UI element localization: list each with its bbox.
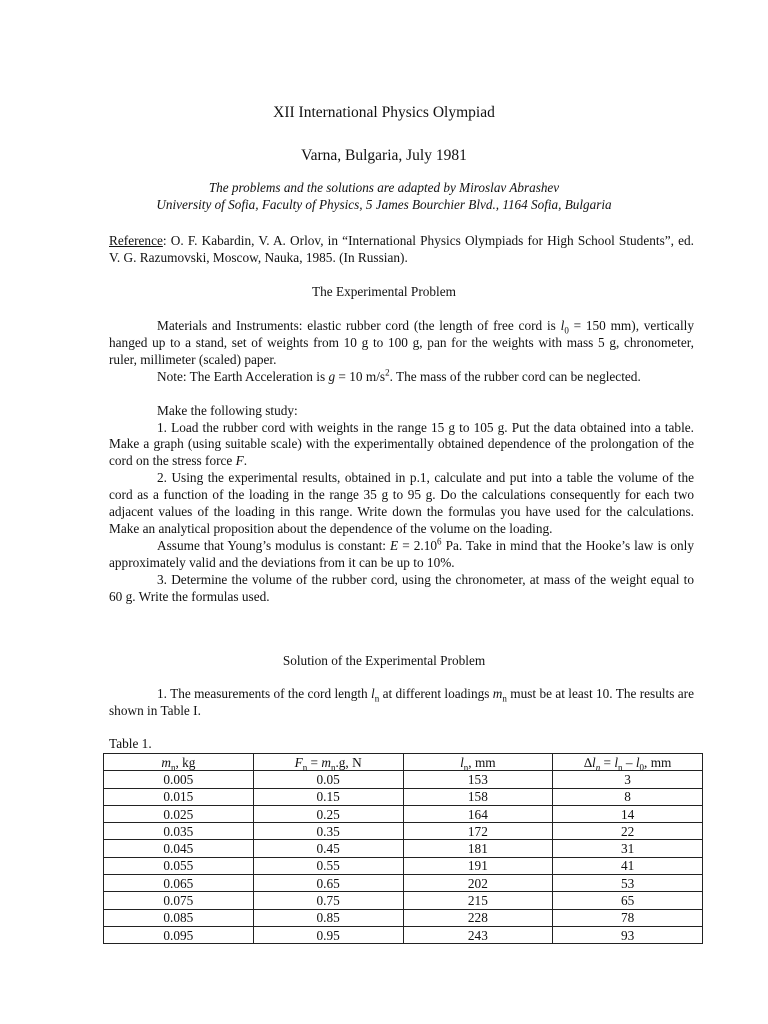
cell: 0.65 — [253, 875, 403, 892]
cell: 22 — [553, 823, 703, 840]
cell: 41 — [553, 857, 703, 874]
table-row — [104, 788, 703, 805]
cell: 0.15 — [253, 788, 403, 805]
cell: 0.005 — [104, 771, 254, 788]
table-row — [104, 823, 703, 840]
table-header-row — [104, 754, 703, 771]
table-row — [104, 805, 703, 822]
reference-text: : O. F. Kabardin, V. A. Orlov, in “International Physics Olympiads for High School Students”, ed. V. G. Razumovski, Moscow, Nauka, 1985. (In Russian). — [109, 233, 694, 265]
credits-line-1: The problems and the solutions are adapted by Miroslav Abrashev — [208, 180, 560, 195]
table-row — [104, 875, 703, 892]
study-intro: Make the following study: — [157, 402, 298, 418]
study-item-1: 1. Load the rubber cord with weights in the range 15 g to 105 g. Put the data obtained into a table. Make a graph (using suitable scale) with the experimentally obtained dependence of the prolongation of the cord on the stress force F. — [109, 419, 694, 469]
cell: 164 — [403, 805, 553, 822]
cell: 202 — [403, 875, 553, 892]
study-item-3: 3. Determine the volume of the rubber cord, using the chronometer, at mass of the weight equal to 60 g. Write the formulas used. — [109, 571, 694, 604]
study-item-2: 2. Using the experimental results, obtained in p.1, calculate and put into a table the volume of the cord as a function of the loading in the range 35 g to 95 g. Do the calculations consequently for each two adjacent values of the loading in this range. Write down the formulas you have used for the calculations. Make an analytical proposition about the dependence of the volume on the loading. — [109, 470, 694, 536]
problem-body — [109, 318, 694, 606]
cell: 0.75 — [253, 892, 403, 909]
credits-line-2: University of Sofia, Faculty of Physics, 5 James Bourchier Blvd., 1164 Sofia, Bulgaria — [156, 197, 612, 212]
cell: 78 — [553, 909, 703, 926]
cell: 65 — [553, 892, 703, 909]
cell: 3 — [553, 771, 703, 788]
cell: 0.055 — [104, 857, 254, 874]
cell: 0.035 — [104, 823, 254, 840]
cell: 0.015 — [104, 788, 254, 805]
experimental-problem-heading: The Experimental Problem — [311, 284, 456, 299]
cell: 31 — [553, 840, 703, 857]
header-force: $F_n = m_n.g$, N — [253, 754, 403, 771]
cell: 0.35 — [253, 823, 403, 840]
cell: 0.075 — [104, 892, 254, 909]
header-mass: $m_n$, kg — [104, 754, 254, 771]
cell: 0.025 — [104, 805, 254, 822]
cell: 0.85 — [253, 909, 403, 926]
cell: 0.065 — [104, 875, 254, 892]
cell: 243 — [403, 926, 553, 943]
cell: 0.95 — [253, 926, 403, 943]
cell: 53 — [553, 875, 703, 892]
cell: 0.45 — [253, 840, 403, 857]
table-row — [104, 771, 703, 788]
olympiad-location: Varna, Bulgaria, July 1981 — [301, 147, 467, 164]
solution-paragraph-1: 1. The measurements of the cord length $l_n$ at different loadings $m_n$ must be at least 10. The results are shown in Table I. — [109, 686, 694, 718]
cell: 0.085 — [104, 909, 254, 926]
cell: 172 — [403, 823, 553, 840]
cell: 181 — [403, 840, 553, 857]
table-row — [104, 857, 703, 874]
cell: 0.045 — [104, 840, 254, 857]
table-caption: Table 1. — [109, 736, 152, 751]
table-row — [104, 909, 703, 926]
reference-paragraph — [109, 233, 694, 267]
cell: 153 — [403, 771, 553, 788]
header-prolongation: $\Delta l_n = l_n - l_0$, mm — [553, 754, 703, 771]
table-row — [104, 892, 703, 909]
cell: 0.55 — [253, 857, 403, 874]
measurements-table — [103, 753, 703, 944]
note-paragraph: Note: The Earth Acceleration is g = 10 $m/s^2$. The mass of the rubber cord can be neglected. — [157, 367, 641, 384]
cell: 8 — [553, 788, 703, 805]
reference-label: Reference — [109, 233, 163, 248]
cell: 0.095 — [104, 926, 254, 943]
materials-paragraph: Materials and Instruments: elastic rubber cord (the length of free cord is $l_0 = 150$ mm), vertically hanged up to a stand, set of weights from 10 g to 100 g, pan for the weights with mass 5 g, chronometer, ruler, millimeter (scaled) paper. — [109, 318, 694, 367]
header-length: $l_n$, mm — [403, 754, 553, 771]
young-modulus-paragraph: Assume that Young’s modulus is constant: $E = 2.10^6$ Pa. Take in mind that the Hooke’s law is only approximately valid and the deviations from it can be up to 10%. — [109, 536, 695, 570]
olympiad-title: XII International Physics Olympiad — [273, 104, 495, 121]
cell: 191 — [403, 857, 553, 874]
table-row — [104, 926, 703, 943]
solution-heading: Solution of the Experimental Problem — [282, 653, 486, 668]
cell: 228 — [403, 909, 553, 926]
table-row — [104, 840, 703, 857]
cell: 0.25 — [253, 805, 403, 822]
cell: 0.05 — [253, 771, 403, 788]
cell: 158 — [403, 788, 553, 805]
cell: 215 — [403, 892, 553, 909]
cell: 93 — [553, 926, 703, 943]
cell: 14 — [553, 805, 703, 822]
